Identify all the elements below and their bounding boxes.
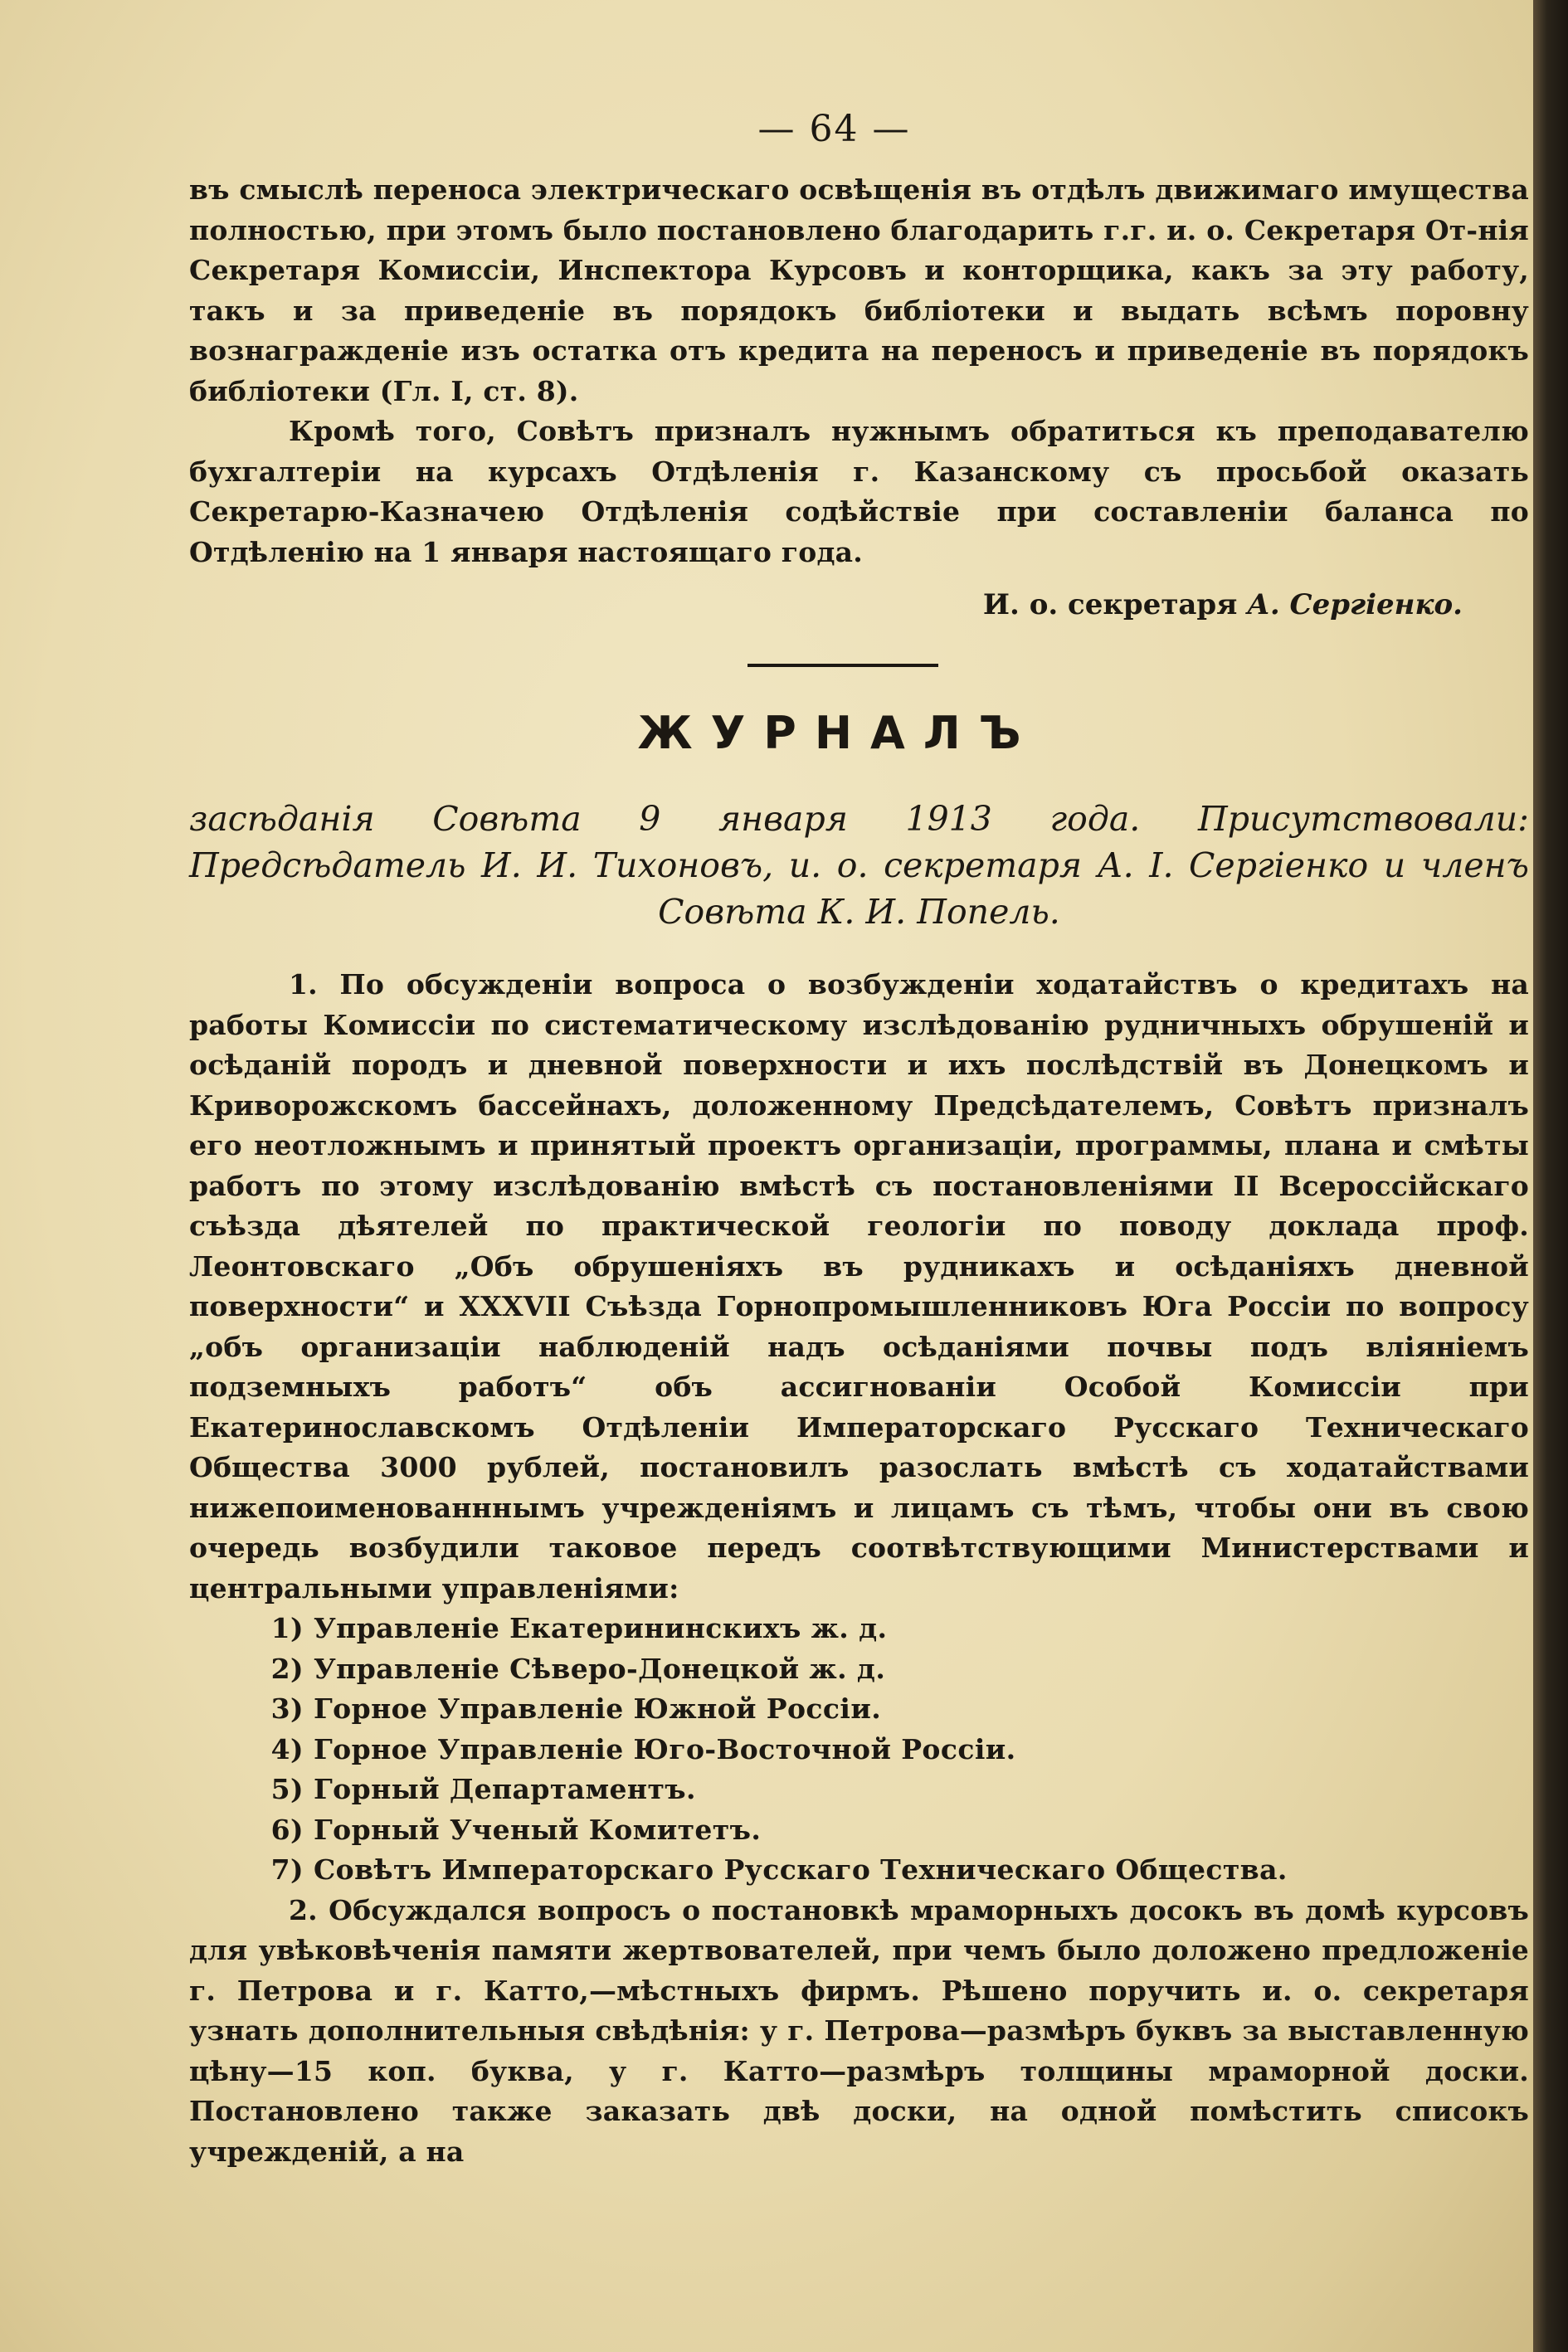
signature-line xyxy=(189,584,1529,626)
list-item: 2) Управленіе Сѣверо-Донецкой ж. д. xyxy=(270,1652,886,1685)
page-content xyxy=(189,108,1529,2172)
council-paragraph: Кромѣ того, Совѣтъ призналъ нужнымъ обратиться къ преподавателю бухгалтеріи на курсахъ Отдѣленія г. Казанскому съ просьбой оказать Секретарю-Казначею Отдѣленія содѣйствіе при составленіи баланса по Отдѣленію на 1 января настоящаго года. xyxy=(189,415,1529,568)
page-number: — 64 — xyxy=(757,108,911,150)
journal-title: ЖУРНАЛЪ xyxy=(637,707,1040,759)
signature-name: А. Сергіенко. xyxy=(1247,588,1463,621)
section-divider xyxy=(747,664,938,667)
session-header: засѣданія Совѣта 9 января 1913 года. Присутствовали: Предсѣдатель И. И. Тихоновъ, и. о. секретаря А. I. Сергіенко и членъ Совѣта К. И. Попель. xyxy=(189,799,1529,932)
list-item: 5) Горный Департаментъ. xyxy=(270,1773,696,1805)
list-item: 3) Горное Управленіе Южной Россіи. xyxy=(270,1692,882,1725)
continuation-paragraph: въ смыслѣ переноса электрическаго освѣщенія въ отдѣлъ движимаго имущества полностью, при этомъ было постановлено благодарить г.г. и. о. Секретаря От-нія Секретаря Комиссіи, Инспектора Курсовъ и конторщика, какъ за эту работу, такъ и за приведеніе въ порядокъ библіотеки и выдать всѣмъ поровну вознагражденіе изъ остатка отъ кредита на переносъ и приведеніе въ порядокъ библіотеки (Гл. I, ст. 8). xyxy=(189,173,1529,407)
signature-prefix: И. о. секретаря xyxy=(982,588,1238,621)
list-item: 1) Управленіе Екатерининскихъ ж. д. xyxy=(270,1612,888,1644)
list-item: 7) Совѣтъ Императорскаго Русскаго Техническаго Общества. xyxy=(270,1853,1288,1886)
list-item: 4) Горное Управленіе Юго-Восточной Россіи. xyxy=(270,1732,1016,1765)
item-1-paragraph: 1. По обсужденіи вопроса о возбужденіи ходатайствъ о кредитахъ на работы Комиссіи по систематическому изслѣдованію рудничныхъ обрушеній и осѣданій породъ и дневной поверхности и ихъ послѣдствій въ Донецкомъ и Криворожскомъ бассейнахъ, доложенному Предсѣдателемъ, Совѣтъ призналъ его неотложнымъ и принятый проектъ организаціи, программы, плана и смѣты работъ по этому изслѣдованію вмѣстѣ съ постановленіями II Всероссійскаго съѣзда дѣятелей по практической геологіи по поводу доклада проф. Леонтовскаго „Объ обрушеніяхъ въ рудникахъ и осѣданіяхъ дневной поверхности“ и XXXVII Съѣзда Горнопромышленниковъ Юга Россіи по вопросу „объ организаціи наблюденій надъ осѣданіями почвы подъ вліяніемъ подземныхъ работъ“ объ ассигнованіи Особой Комиссіи при Екатеринославскомъ Отдѣленіи Императорскаго Русскаго Техническаго Общества 3000 рублей, постановилъ разослать вмѣстѣ съ ходатайствами нижепоименованннымъ учрежденіямъ и лицамъ съ тѣмъ, чтобы они въ свою очередь возбудили таковое передъ соотвѣтствующими Министерствами и центральными управленіями: xyxy=(189,968,1529,1605)
recipient-list xyxy=(189,1609,1529,1891)
item-2-paragraph: 2. Обсуждался вопросъ о постановкѣ мраморныхъ досокъ въ домѣ курсовъ для увѣковѣченія памяти жертвователей, при чемъ было доложено предложеніе г. Петрова и г. Катто,—мѣстныхъ фирмъ. Рѣшено поручить и. о. секретаря узнать дополнительныя свѣдѣнія: у г. Петрова—размѣръ буквъ за выставленную цѣну—15 коп. буква, у г. Катто—размѣръ толщины мраморной доски. Постановлено также заказать двѣ доски, на одной помѣстить списокъ учрежденій, а на xyxy=(189,1893,1529,2168)
book-spine-shadow xyxy=(1533,0,1568,2352)
list-item: 6) Горный Ученый Комитетъ. xyxy=(270,1813,762,1846)
